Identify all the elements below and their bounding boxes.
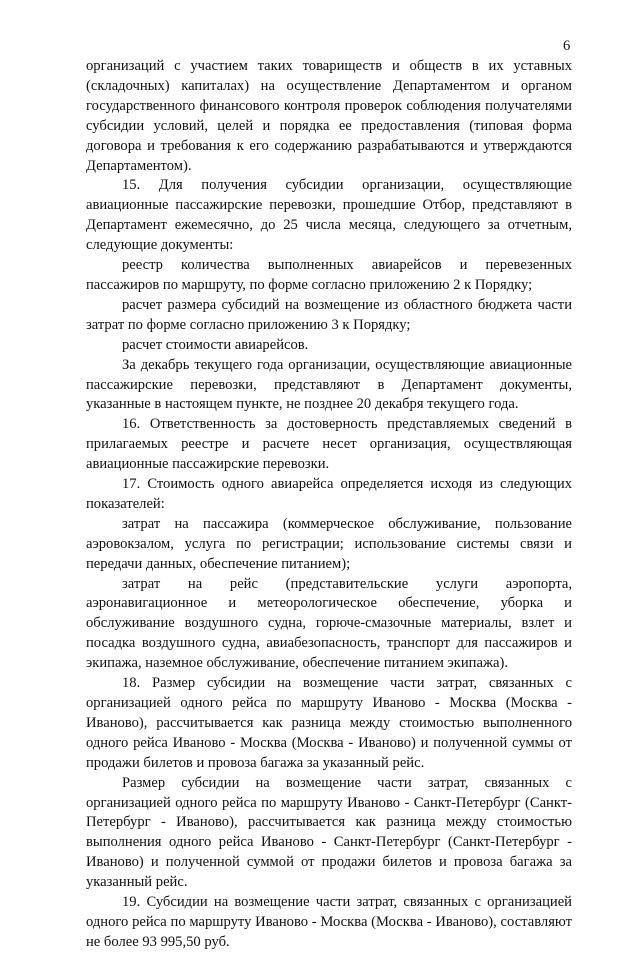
paragraph-flight-cost-calculation: расчет стоимости авиарейсов. [122, 336, 309, 353]
paragraph-subsidy-calculation: расчет размера субсидий на возмещение из областного бюджета части затрат по форме согласно приложению 3 к Порядку; [86, 296, 572, 333]
paragraph-item-17: 17. Стоимость одного авиарейса определяется исходя из следующих показателей: [86, 476, 572, 512]
document-body [86, 57, 572, 953]
paragraph-item-18: 18. Размер субсидии на возмещение части затрат, связанных с организацией одного рейса по маршруту Иваново - Москва (Москва - Иваново), рассчитывается как разница между стоимостью выполненного одного рейса Иваново - Москва (Москва - Иваново) и полученной суммы от продажи билетов и провоза багажа за указанный рейс. [86, 675, 572, 771]
paragraph-continuation: организаций с участием таких товариществ и обществ в их уставных (складочных) капиталах) на осуществление Департаментом и органом государственного финансового контроля проверок соблюдения получателями субсидии условий, целей и порядка ее предоставления (типовая форма договора и требования к его содержанию разрабатываются и утверждаются Департаментом). [86, 58, 572, 174]
paragraph-december: За декабрь текущего года организации, осуществляющие авиационные пассажирские перевозки, представляют в Департамент документы, указанные в настоящем пункте, не позднее 20 декабря текущего года. [86, 356, 572, 413]
paragraph-item-15: 15. Для получения субсидии организации, осуществляющие авиационные пассажирские перевозки, прошедшие Отбор, представляют в Департамент ежемесячно, до 25 числа месяца, следующего за отчетным, следующие документы: [86, 177, 572, 254]
paragraph-passenger-costs: затрат на пассажира (коммерческое обслуживание, пользование аэровокзалом, услуга по регистрации; использование системы связи и передачи данных, обеспечение питанием); [86, 515, 572, 572]
page-number: 6 [563, 38, 571, 54]
paragraph-item-16: 16. Ответственность за достоверность представляемых сведений в прилагаемых реестре и расчете несет организация, осуществляющая авиационные пассажирские перевозки. [86, 416, 572, 473]
paragraph-registry: реестр количества выполненных авиарейсов и перевезенных пассажиров по маршруту, по форме согласно приложению 2 к Порядку; [86, 257, 572, 293]
paragraph-item-19: 19. Субсидии на возмещение части затрат, связанных с организацией одного рейса по маршруту Иваново - Москва (Москва - Иваново), составляют не более 93 995,50 руб. [86, 894, 572, 950]
paragraph-spb-subsidy: Размер субсидии на возмещение части затрат, связанных с организацией одного рейса по маршруту Иваново - Санкт-Петербург (Санкт-Петербург - Иваново), рассчитывается как разница между стоимостью выполнения одного рейса Иваново - Санкт-Петербург (Санкт-Петербург - Иваново) и полученной суммой от продажи билетов и провоза багажа за указанный рейс. [86, 774, 572, 891]
paragraph-flight-costs: затрат на рейс (представительские услуги аэропорта, аэронавигационное и метеорологическое обеспечение, уборка и обслуживание воздушного судна, горюче-смазочные материалы, взлет и посадка воздушного судна, авиабезопасность, транспорт для пассажиров и экипажа, наземное обслуживание, обеспечение питанием экипажа). [86, 575, 572, 672]
